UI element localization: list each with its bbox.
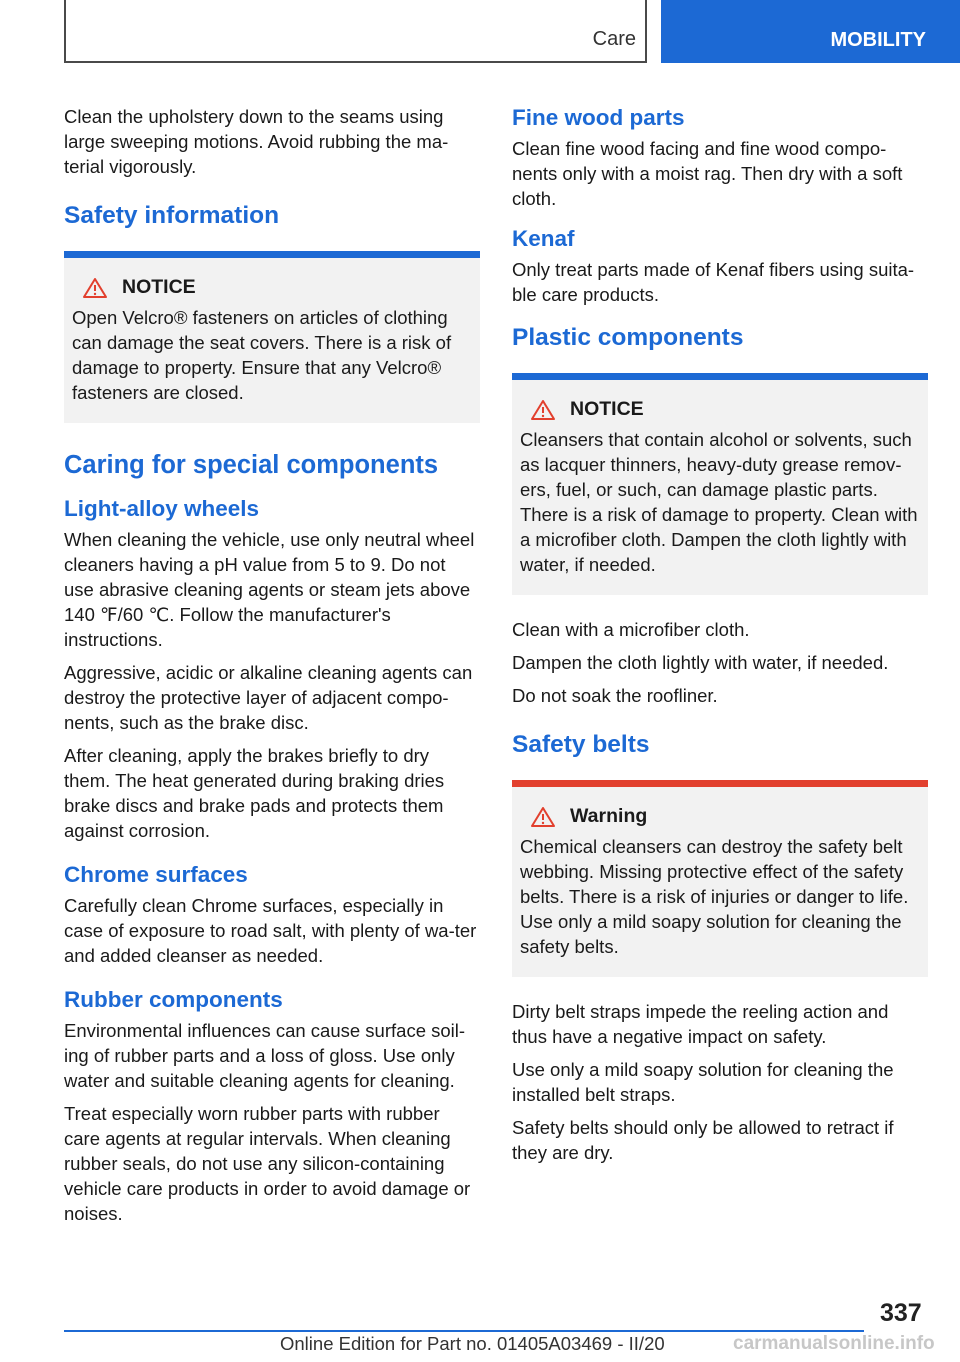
notice-text: Open Velcro® fasteners on articles of clothing can damage the seat covers. There is a risk of damage to property. Ensure that any Velcro® fasteners are closed. (72, 307, 452, 403)
wheels-paragraph-3: After cleaning, apply the brakes briefly to dry them. The heat generated during braking dries brake discs and brake pads and protects them against corrosion. (64, 745, 445, 841)
plastic-paragraph-3: Do not soak the roofliner. (512, 685, 718, 706)
warning-triangle-icon (530, 806, 556, 828)
wheels-paragraph-1: When cleaning the vehicle, use only neutral wheel cleaners having a pH value from 5 to 9. Do not use abrasive cleaning agents or steam jets above 140 ℉/60 ℃. Follow the manufacturer's instructions. (64, 529, 475, 650)
upholstery-text: Clean the upholstery down to the seams using large sweeping motions. Avoid rubbing the ma‐terial vigorously. (64, 106, 449, 177)
belts-paragraph-3: Safety belts should only be allowed to retract if they are dry. (512, 1117, 894, 1163)
fine-wood-parts-heading: Fine wood parts (512, 105, 685, 130)
notice-box-plastic (512, 373, 928, 595)
plastic-paragraph-2: Dampen the cloth lightly with water, if needed. (512, 652, 889, 673)
notice-title: NOTICE (122, 276, 196, 298)
safety-information-heading: Safety information (64, 202, 280, 229)
plastic-components-heading: Plastic components (512, 324, 744, 351)
warning-triangle-icon (530, 399, 556, 421)
header-chapter-tab[interactable]: MOBILITY (661, 0, 960, 63)
warning-text: Chemical cleansers can destroy the safety belt webbing. Missing protective effect of the safety belts. There is a risk of injuries or danger to life. Use only a mild soapy solution for cleaning the safety belts. (520, 836, 909, 957)
footer-edition-text: Online Edition for Part no. 01405A03469 - II/20 (280, 1333, 665, 1354)
notice-text: Cleansers that contain alcohol or solvents, such as lacquer thinners, heavy-duty grease remov‐ers, fuel, or such, can damage plastic parts. There is a risk of damage to property. Clean with a microfiber cloth. Dampen the cloth lightly with water, if needed. (520, 429, 918, 575)
light-alloy-wheels-heading: Light-alloy wheels (64, 496, 260, 521)
rubber-paragraph-1: Environmental influences can cause surface soil‐ing of rubber parts and a loss of gloss. Use only water and suitable cleaning agents for cleaning. (64, 1020, 466, 1091)
wheels-paragraph-2: Aggressive, acidic or alkaline cleaning agents can destroy the protective layer of adjacent compo‐nents, such as the brake disc. (64, 662, 473, 733)
notice-box-velcro (64, 251, 480, 423)
right-column (512, 104, 928, 1173)
chrome-paragraph: Carefully clean Chrome surfaces, especially in case of exposure to road salt, with plenty of wa‐ter and added cleanser as needed. (64, 895, 477, 966)
kenaf-heading: Kenaf (512, 226, 575, 251)
left-column (64, 104, 480, 1234)
warning-box-belts (512, 780, 928, 977)
belts-paragraph-1: Dirty belt straps impede the reeling action and thus have a negative impact on safety. (512, 1001, 889, 1047)
wood-paragraph: Clean fine wood facing and fine wood compo‐nents only with a moist rag. Then dry with a soft cloth. (512, 138, 903, 209)
warning-header (520, 805, 920, 828)
chrome-surfaces-heading: Chrome surfaces (64, 862, 248, 887)
special-components-heading: Caring for special components (64, 451, 439, 479)
plastic-paragraph-1: Clean with a microfiber cloth. (512, 619, 750, 640)
warning-title: Warning (570, 805, 648, 827)
notice-header (72, 276, 472, 299)
kenaf-paragraph: Only treat parts made of Kenaf fibers using suita‐ble care products. (512, 259, 915, 305)
notice-header (520, 398, 920, 421)
header-frame (64, 0, 647, 63)
rubber-paragraph-2: Treat especially worn rubber parts with rubber care agents at regular intervals. When cleaning rubber seals, do not use any silicon-containing vehicle care products in order to avoid damage or noises. (64, 1103, 471, 1224)
warning-triangle-icon (82, 277, 108, 299)
belts-paragraph-2: Use only a mild soapy solution for cleaning the installed belt straps. (512, 1059, 894, 1105)
header-section-title: Care (592, 28, 636, 50)
safety-belts-heading: Safety belts (512, 731, 650, 758)
page-number: 337 (880, 1299, 922, 1327)
watermark: carmanualsonline.info (733, 1333, 935, 1354)
rubber-components-heading: Rubber components (64, 987, 283, 1012)
footer-divider (64, 1330, 864, 1332)
notice-title: NOTICE (570, 398, 644, 420)
